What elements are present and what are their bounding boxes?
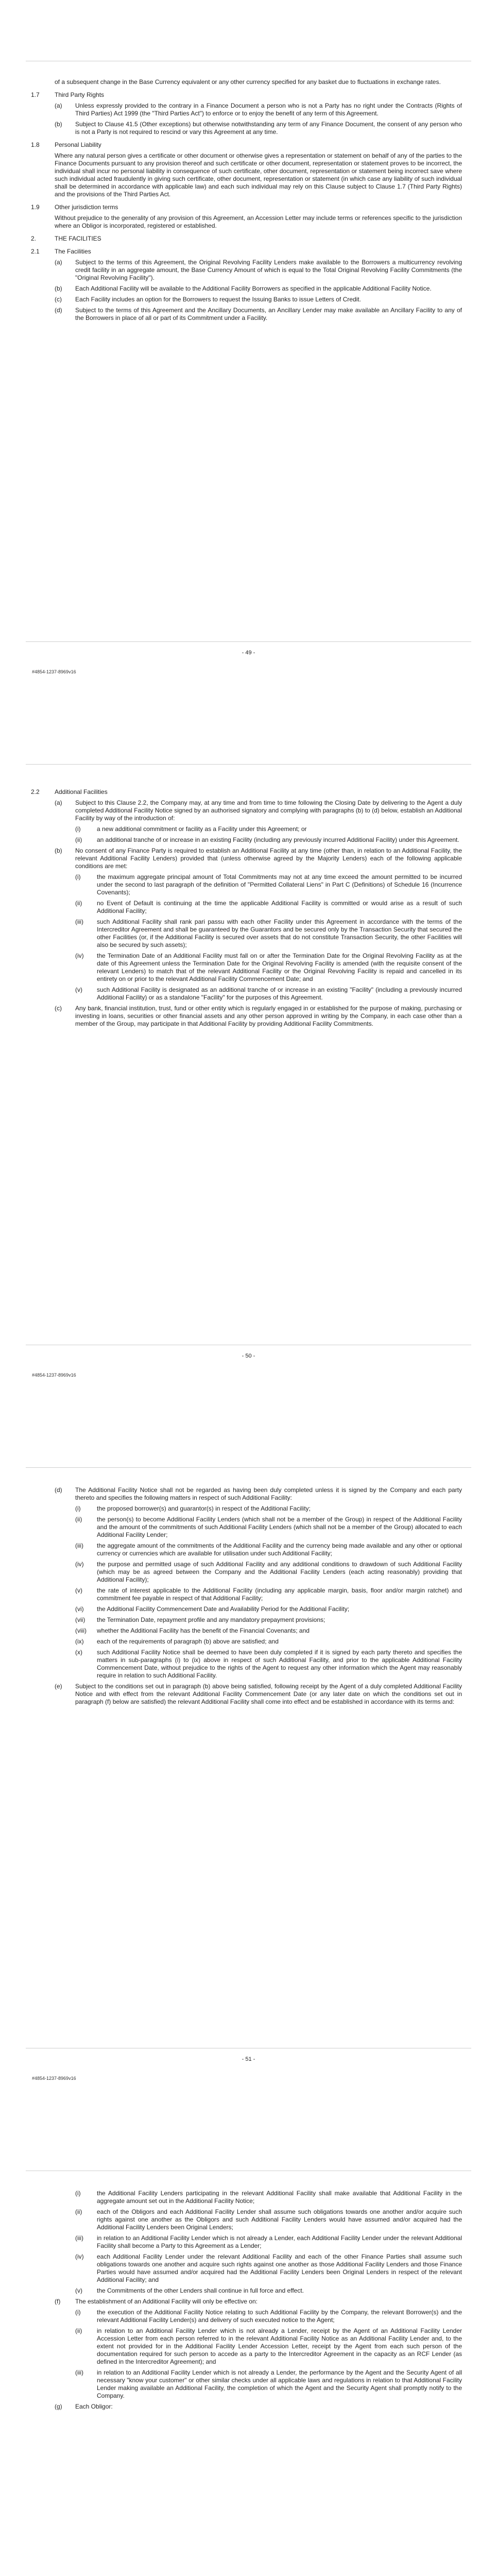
sub-paragraph <box>31 986 462 1002</box>
item-number: (ii) <box>75 2208 82 2215</box>
sub-paragraph <box>31 2327 462 2366</box>
clause-heading <box>31 204 462 211</box>
paragraph-item <box>31 259 462 282</box>
page-number: - 50 - <box>242 1353 255 1359</box>
item-text: Each Facility includes an option for the Borrowers to request the Issuing Banks to issue Letters of Credit. <box>75 296 361 303</box>
clause-heading <box>31 788 462 796</box>
paragraph-item <box>31 2403 462 2411</box>
paragraph-item <box>31 799 462 822</box>
item-text: whether the Additional Facility has the benefit of the Financial Covenants; and <box>97 1627 310 1634</box>
document-reference: #4854-1237-8969v16 <box>32 2076 76 2081</box>
sub-paragraph <box>31 836 462 844</box>
item-number: (v) <box>75 986 82 993</box>
sub-paragraph <box>31 1605 462 1613</box>
item-text: Any bank, financial institution, trust, fund or other entity which is regularly engaged in or established for the purpose of making, purchasing or investing in loans, securities or other financial assets and any other person approved in writing by the Company, in each case other than a member of the Group, may participate in that Additional Facility by providing Additional Facility Commitments. <box>75 1005 462 1027</box>
item-text: the proposed borrower(s) and guarantor(s) in respect of the Additional Facility; <box>97 1505 311 1512</box>
clause-title: The Facilities <box>55 248 91 255</box>
sub-paragraph <box>31 1561 462 1584</box>
item-text: in relation to an Additional Facility Lender which is not already a Lender, receipt by the Agent of an Additional Facility Lender Accession Letter from each person referred to in the relevant Additional Facility Notice as an Additional Facility Lender and, to the extent not provided for in the Additional Facility Lender Accession Letter, receipt by the Agent from each such person of the documentation required for such person to accede as a party to the Intercreditor Agreement in the capacity as an RCF Lender (as defined in the Intercreditor Agreement); and <box>97 2327 462 2365</box>
item-number: (a) <box>55 799 62 806</box>
item-text: Each Obligor: <box>75 2403 113 2410</box>
item-number: (iv) <box>75 952 84 959</box>
item-number: (a) <box>55 102 62 109</box>
paragraph-item <box>31 847 462 870</box>
paragraph-item <box>31 102 462 117</box>
page-content <box>31 783 462 1031</box>
document-page <box>0 703 497 1406</box>
item-text: the Commitments of the other Lenders shall continue in full force and effect. <box>97 2287 304 2294</box>
item-number: (viii) <box>75 1627 87 1634</box>
item-number: (c) <box>55 1005 62 1012</box>
sub-paragraph <box>31 1616 462 1624</box>
clause-title: Third Party Rights <box>55 91 105 98</box>
paragraph-item <box>31 307 462 322</box>
item-text: each Additional Facility Lender under the relevant Additional Facility and each of the other Finance Parties shall assume such obligations towards one another and acquire such rights against one another as those Additional Facility Lenders and those Finance Parties would have assumed and/or acquired had the Additional Facility Lenders been Original Lenders in respect of the relevant Additional Facility; and <box>97 2253 462 2283</box>
sub-paragraph <box>31 2309 462 2324</box>
sub-paragraph <box>31 952 462 983</box>
item-text: the person(s) to become Additional Facility Lenders (which shall not be a member of the Group) in respect of the Additional Facility and the amount of the commitments of such Additional Facility Lenders (which shall not be a member of the Group) allocated to each Additional Facility Lender; <box>97 1516 462 1538</box>
clause-heading <box>31 248 462 256</box>
document-page <box>0 2110 497 2576</box>
paragraph-item <box>31 121 462 136</box>
paragraph-item <box>31 296 462 303</box>
item-text: the Termination Date, repayment profile and any mandatory prepayment provisions; <box>97 1616 325 1623</box>
item-number: (ix) <box>75 1638 84 1645</box>
item-number: (v) <box>75 1587 82 1594</box>
clause-title: Other jurisdiction terms <box>55 204 118 211</box>
item-number: (x) <box>75 1649 82 1656</box>
clause-paragraph: Without prejudice to the generality of any provision of this Agreement, an Accession Letter may include terms or references specific to the jurisdiction where an Obligor is incorporated, registered or established. <box>55 214 462 229</box>
item-number: (i) <box>75 873 81 880</box>
item-text: each of the Obligors and each Additional Facility Lender shall assume such obligations towards one another and/or acquire such rights against one another as the Obligors and such Additional Facility Lenders would have assumed and/or acquired had the Additional Facility Lenders been Original Lenders; <box>97 2208 462 2231</box>
sub-paragraph <box>31 1505 462 1513</box>
item-text: such Additional Facility shall rank pari passu with each other Facility under this Agreement in accordance with the terms of the Intercreditor Agreement and shall be guaranteed by the Guarantors and be secured only by the Transaction Security that secured the other Facilities (or, if the Additional Facility is secured over assets that do not constitute Transaction Security, the other Facilities will also be secured by such assets); <box>97 918 462 948</box>
page-top-rule <box>26 764 471 765</box>
item-number: (b) <box>55 285 62 292</box>
clause-number: 1.7 <box>31 91 40 98</box>
page-bottom-rule <box>26 641 471 642</box>
item-text: Subject to this Clause 2.2, the Company may, at any time and from time to time following the Closing Date by delivering to the Agent a duly completed Additional Facility Notice signed by an authorised signatory and complying with paragraphs (b) to (d) below, establish an Additional Facility by way of the introduction of: <box>75 799 462 822</box>
clause-number: 2.2 <box>31 788 40 795</box>
sub-paragraph <box>31 2208 462 2231</box>
sub-paragraph <box>31 1542 462 1557</box>
sub-paragraph <box>31 873 462 896</box>
sub-paragraph <box>31 918 462 949</box>
item-number: (v) <box>75 2287 82 2294</box>
item-number: (e) <box>55 1683 62 1690</box>
item-number: (i) <box>75 825 81 833</box>
page-content <box>31 2190 462 2414</box>
item-text: the rate of interest applicable to the Additional Facility (including any applicable margin, basis, floor and/or margin ratchet) and commitment fee payable in respect of that Additional Facility; <box>97 1587 462 1602</box>
item-text: The Additional Facility Notice shall not be regarded as having been duly completed unless it is signed by the Company and each party thereto and specifies the following matters in respect of such Additional Facility: <box>75 1486 462 1501</box>
item-text: each of the requirements of paragraph (b) above are satisfied; and <box>97 1638 279 1645</box>
clause-number: 1.8 <box>31 141 40 148</box>
page-content <box>31 78 462 325</box>
sub-paragraph <box>31 1516 462 1539</box>
item-text: the execution of the Additional Facility Notice relating to such Additional Facility by the Company, the relevant Borrower(s) and the relevant Additional Facility Lender(s) and delivery of such executed notice to the Agent; <box>97 2309 462 2324</box>
item-text: Subject to Clause 41.5 (Other exceptions) but otherwise notwithstanding any term of any Finance Document, the consent of any person who is not a Party is not required to rescind or vary this Agreement at any time. <box>75 121 462 135</box>
page-number: - 49 - <box>242 650 255 656</box>
clause-paragraph: of a subsequent change in the Base Currency equivalent or any other currency specified for any basket due to fluctuations in exchange rates. <box>55 78 441 86</box>
clause-title: Personal Liability <box>55 141 101 148</box>
item-text: the purpose and permitted usage of such Additional Facility and any additional conditions to drawdown of such Additional Facility (which may be as agreed between the Company and the Additional Facility Lenders (each acting reasonably) providing that Additional Facility); <box>97 1561 462 1583</box>
item-number: (ii) <box>75 2327 82 2334</box>
paragraph-item <box>31 1486 462 1502</box>
clause-title: Additional Facilities <box>55 788 108 795</box>
item-number: (i) <box>75 1505 81 1512</box>
item-text: the Additional Facility Commencement Date and Availability Period for the Additional Facility; <box>97 1605 350 1613</box>
item-text: Subject to the conditions set out in paragraph (b) above being satisfied, following receipt by the Agent of a duly completed Additional Facility Notice and with effect from the relevant Additional Facility Commencement Date (or any later date on which the conditions set out in paragraph (f) below are satisfied) the relevant Additional Facility shall come into effect and be established in accordance with its terms and: <box>75 1683 462 1705</box>
sub-paragraph <box>31 900 462 915</box>
document-reference: #4854-1237-8969v16 <box>32 1372 76 1378</box>
item-text: the Termination Date of an Additional Facility must fall on or after the Termination Date for the Original Revolving Facility as at the date of this Agreement unless the Termination Date for the Original Revolving Facility is amended (with the requisite consent of the relevant Lenders) to match that of the relevant Additional Facility or the Original Revolving Facility is repaid and cancelled in its entirety on or prior to the relevant Additional Facility Commencement Date; and <box>97 952 462 982</box>
item-text: an additional tranche of or increase in an existing Facility (including any previously incurred Additional Facility) under this Agreement. <box>97 836 459 843</box>
clause-heading <box>31 235 462 243</box>
item-number: (iv) <box>75 2253 84 2260</box>
item-number: (ii) <box>75 836 82 843</box>
paragraph-item <box>31 1683 462 1706</box>
document-page <box>0 0 497 703</box>
item-number: (vii) <box>75 1616 85 1623</box>
item-text: a new additional commitment or facility as a Facility under this Agreement; or <box>97 825 307 833</box>
item-number: (a) <box>55 259 62 266</box>
item-number: (b) <box>55 847 62 854</box>
clause-number: 1.9 <box>31 204 40 211</box>
sub-paragraph <box>31 2369 462 2400</box>
item-text: no Event of Default is continuing at the time the applicable Additional Facility is committed or would arise as a result of such Additional Facility; <box>97 900 462 914</box>
clause-paragraph: Where any natural person gives a certificate or other document or otherwise gives a representation or statement on behalf of any of the parties to the Finance Documents pursuant to any provision thereof and such certificate or other document, representation or statement proves to be incorrect, the individual shall incur no personal liability in consequence of such certificate, other document, representation or statement being incorrect save where such individual acted fraudulently in giving such certificate, other document, representation or statement (in which case any liability of such individual shall be determined in accordance with applicable law) and each such individual may rely on this Clause subject to Clause 1.7 (Third Party Rights) and the provisions of the Third Parties Act. <box>55 152 462 198</box>
page-top-rule <box>26 1467 471 1468</box>
item-text: such Additional Facility is designated as an additional tranche of or increase in an existing "Facility" (including a previously incurred Additional Facility) or as a standalone "Facility" for the purposes of this Agreement. <box>97 986 462 1001</box>
item-text: in relation to an Additional Facility Lender which is not already a Lender, the performance by the Agent and the Security Agent of all necessary "know your customer" or other similar checks under all applicable laws and regulations in relation to that Additional Facility Lender making available an Additional Facility, the completion of which the Agent and the Security Agent shall promptly notify to the Company. <box>97 2369 462 2399</box>
item-number: (iii) <box>75 1542 83 1549</box>
item-number: (vi) <box>75 1605 84 1613</box>
item-number: (d) <box>55 1486 62 1494</box>
sub-paragraph <box>31 2234 462 2250</box>
item-number: (b) <box>55 121 62 128</box>
paragraph-item <box>31 2298 462 2306</box>
clause-number: 2. <box>31 235 37 242</box>
item-text: The establishment of an Additional Facility will only be effective on: <box>75 2298 258 2305</box>
page-content <box>31 1486 462 1709</box>
item-number: (ii) <box>75 900 82 907</box>
sub-paragraph <box>31 1627 462 1635</box>
item-text: Subject to the terms of this Agreement, the Original Revolving Facility Lenders make available to the Borrowers a multicurrency revolving credit facility in an aggregate amount, the Base Currency Amount of which is equal to the Total Original Revolving Facility Commitments (the "Original Revolving Facility"). <box>75 259 462 281</box>
sub-paragraph <box>31 1649 462 1680</box>
item-number: (iii) <box>75 2234 83 2242</box>
paragraph-item <box>31 1005 462 1028</box>
clause-number: 2.1 <box>31 248 40 255</box>
item-number: (d) <box>55 307 62 314</box>
paragraph-item <box>31 285 462 293</box>
item-number: (g) <box>55 2403 62 2410</box>
page-number: - 51 - <box>242 2056 255 2062</box>
item-number: (i) <box>75 2190 81 2197</box>
item-number: (c) <box>55 296 62 303</box>
document-page <box>0 1406 497 2110</box>
clause-title: THE FACILITIES <box>55 235 101 242</box>
sub-paragraph <box>31 1587 462 1602</box>
sub-paragraph <box>31 2253 462 2284</box>
item-text: Unless expressly provided to the contrary in a Finance Document a person who is not a Party has no right under the Contracts (Rights of Third Parties) Act 1999 (the "Third Parties Act") to enforce or to enjoy the benefit of any term of this Agreement. <box>75 102 462 117</box>
sub-paragraph <box>31 1638 462 1646</box>
item-text: in relation to an Additional Facility Lender which is not already a Lender, each Additional Facility Lender under the relevant Additional Facility shall become a Party to this Agreement as a Lender; <box>97 2234 462 2249</box>
item-number: (i) <box>75 2309 81 2316</box>
item-number: (f) <box>55 2298 61 2305</box>
sub-paragraph <box>31 825 462 833</box>
document-reference: #4854-1237-8969v16 <box>32 669 76 674</box>
clause-heading <box>31 141 462 149</box>
item-number: (iii) <box>75 918 83 925</box>
item-text: Each Additional Facility will be available to the Additional Facility Borrowers as specified in the applicable Additional Facility Notice. <box>75 285 432 292</box>
item-number: (iv) <box>75 1561 84 1568</box>
item-text: the aggregate amount of the commitments of the Additional Facility and the currency being made available and any other or optional currency or currencies which are available for utilisation under such Additional Facility; <box>97 1542 462 1557</box>
item-text: the maximum aggregate principal amount of Total Commitments may not at any time exceed the amount permitted to be incurred under the second to last paragraph of the definition of "Permitted Collateral Liens" in Part C (Definitions) of Schedule 16 (Incurrence Covenants); <box>97 873 462 896</box>
clause-heading <box>31 91 462 99</box>
item-text: the Additional Facility Lenders participating in the relevant Additional Facility shall make available that Additional Facility in the aggregate amount set out in the Additional Facility Notice; <box>97 2190 462 2205</box>
item-number: (iii) <box>75 2369 83 2376</box>
sub-paragraph <box>31 2287 462 2295</box>
item-text: such Additional Facility Notice shall be deemed to have been duly completed if it is signed by each party thereto and specifies the matters in sub-paragraphs (i) to (ix) above in respect of such Additional Facility, and prior to the applicable Additional Facility Commencement Date, without prejudice to the rights of the Agent to request any other information which the Agent may reasonably require in relation to such Additional Facility. <box>97 1649 462 1679</box>
item-number: (ii) <box>75 1516 82 1523</box>
sub-paragraph <box>31 2190 462 2205</box>
item-text: Subject to the terms of this Agreement and the Ancillary Documents, an Ancillary Lender may make available an Ancillary Facility to any of the Borrowers in place of all or part of its Commitment under a Facility. <box>75 307 462 321</box>
item-text: No consent of any Finance Party is required to establish an Additional Facility at any time (other than, in relation to an Additional Facility, the relevant Additional Facility Lenders) provided that (unless otherwise agreed by the Majority Lenders) each of the following applicable conditions are met: <box>75 847 462 870</box>
